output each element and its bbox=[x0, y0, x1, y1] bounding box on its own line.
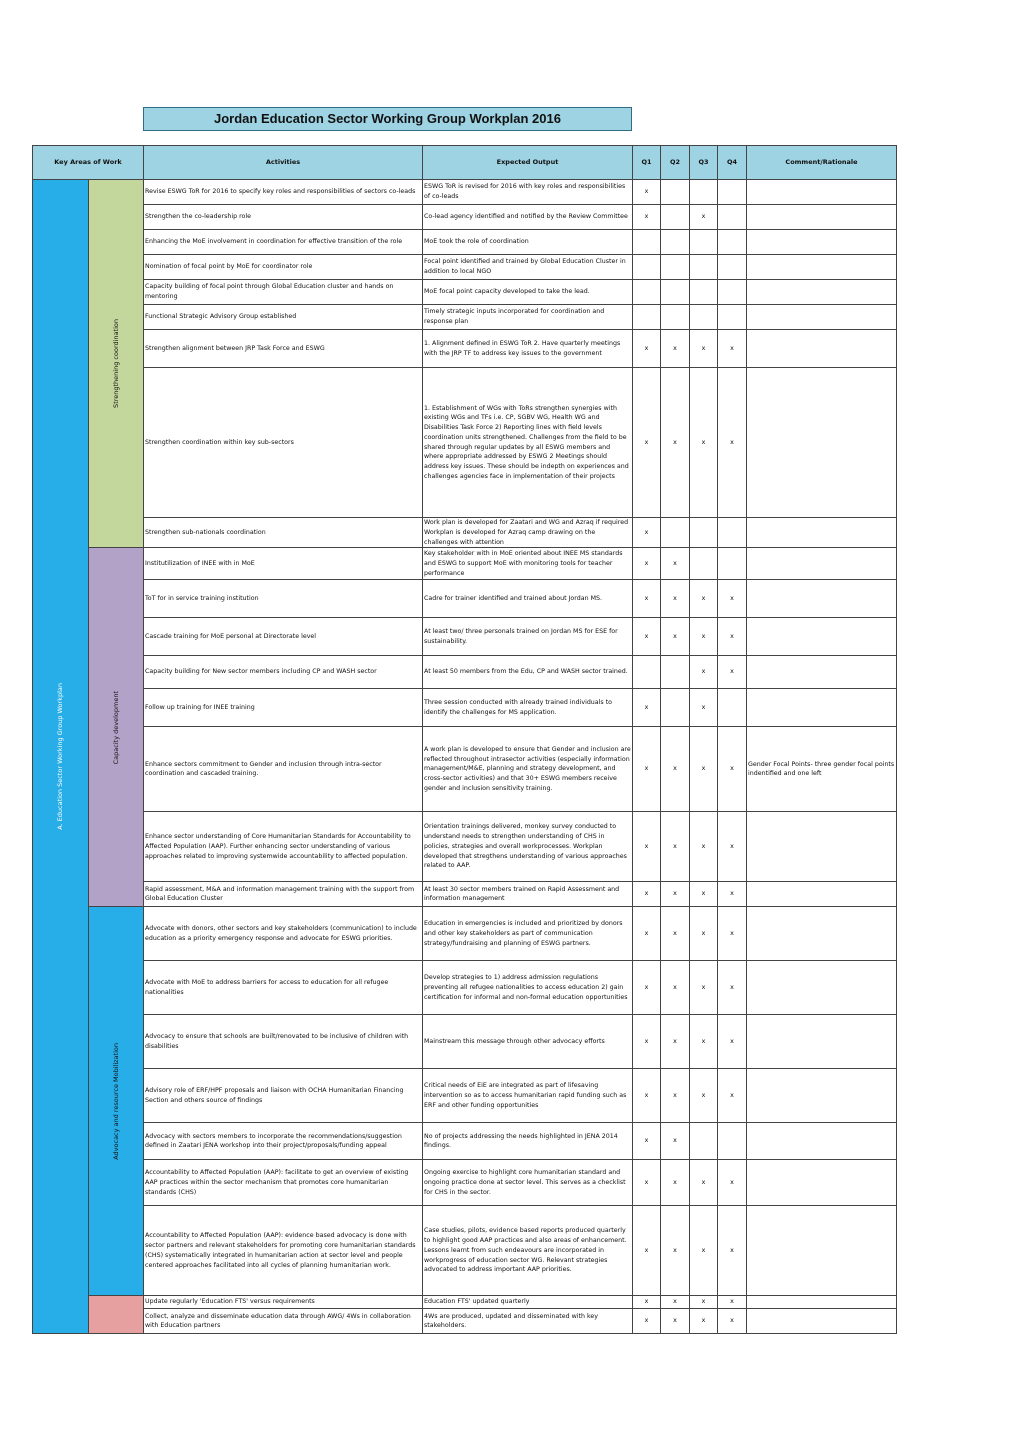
q3-cell bbox=[690, 548, 718, 580]
header-activities: Activities bbox=[144, 146, 423, 180]
q2-cell: x bbox=[661, 1123, 690, 1160]
activity-cell: Follow up training for INEE training bbox=[144, 689, 423, 727]
q1-cell: x bbox=[633, 618, 661, 656]
table-row bbox=[33, 580, 897, 618]
table-row bbox=[33, 727, 897, 812]
q2-cell: x bbox=[661, 580, 690, 618]
section-cell bbox=[89, 907, 144, 1296]
q4-cell: x bbox=[718, 1206, 747, 1296]
table-row bbox=[33, 1015, 897, 1069]
workplan-title: Jordan Education Sector Working Group Workplan 2016 bbox=[143, 107, 632, 131]
q2-cell: x bbox=[661, 548, 690, 580]
expected-output-cell: At least two/ three personals trained on Jordan MS for ESE for sustainability. bbox=[423, 618, 633, 656]
expected-output-cell: Orientation trainings delivered, monkey survey conducted to understand needs to strengthen understanding of CHS in policies, strategies and overall workprocesses. Workplan developed that stregthens understanding of various approaches related to AAP. bbox=[423, 812, 633, 882]
comment-cell bbox=[747, 1160, 897, 1206]
q2-cell: x bbox=[661, 1160, 690, 1206]
q4-cell bbox=[718, 518, 747, 548]
expected-output-cell: 1. Alignment defined in ESWG ToR 2. Have quarterly meetings with the JRP TF to address key issues to the government bbox=[423, 330, 633, 368]
q2-cell: x bbox=[661, 1309, 690, 1334]
q3-cell bbox=[690, 230, 718, 255]
expected-output-cell: No of projects addressing the needs highlighted in JENA 2014 findings. bbox=[423, 1123, 633, 1160]
expected-output-cell: A work plan is developed to ensure that Gender and inclusion are reflected throughout intrasector activities (especially information management/M&E, planning and strategy development, and cross-sector activities) and that 30+ ESWG members receive gender and inclusion sensitivity training. bbox=[423, 727, 633, 812]
activity-cell: Capacity building for New sector members including CP and WASH sector bbox=[144, 656, 423, 689]
comment-cell bbox=[747, 548, 897, 580]
q3-cell: x bbox=[690, 580, 718, 618]
q4-cell bbox=[718, 230, 747, 255]
expected-output-cell: Three session conducted with already trained individuals to identify the challenges for MS application. bbox=[423, 689, 633, 727]
table-row bbox=[33, 255, 897, 280]
comment-cell bbox=[747, 689, 897, 727]
table-row bbox=[33, 689, 897, 727]
comment-cell bbox=[747, 1296, 897, 1309]
q2-cell: x bbox=[661, 727, 690, 812]
expected-output-cell: MoE took the role of coordination bbox=[423, 230, 633, 255]
expected-output-cell: Education in emergencies is included and prioritized by donors and other key stakeholders as part of communication strategy/fundraising and planning of ESWG partners. bbox=[423, 907, 633, 961]
expected-output-cell: At least 30 sector members trained on Rapid Assessment and information management bbox=[423, 882, 633, 907]
q2-cell: x bbox=[661, 882, 690, 907]
comment-cell bbox=[747, 961, 897, 1015]
q4-cell: x bbox=[718, 330, 747, 368]
header-expected-output: Expected Output bbox=[423, 146, 633, 180]
q4-cell: x bbox=[718, 368, 747, 518]
q2-cell: x bbox=[661, 330, 690, 368]
q2-cell: x bbox=[661, 812, 690, 882]
q1-cell: x bbox=[633, 580, 661, 618]
activity-cell: Advocate with donors, other sectors and key stakeholders (communication) to include education as a priority emergency response and advocate for ESWG priorities. bbox=[144, 907, 423, 961]
q1-cell: x bbox=[633, 1309, 661, 1334]
table-row bbox=[33, 1309, 897, 1334]
table-row bbox=[33, 1296, 897, 1309]
q3-cell: x bbox=[690, 1069, 718, 1123]
q1-cell: x bbox=[633, 368, 661, 518]
comment-cell bbox=[747, 1069, 897, 1123]
activity-cell: Advisory role of ERF/HPF proposals and liaison with OCHA Humanitarian Financing Section and others source of findings bbox=[144, 1069, 423, 1123]
activity-cell: Advocate with MoE to address barriers for access to education for all refugee nationalities bbox=[144, 961, 423, 1015]
section-cell bbox=[89, 548, 144, 907]
q4-cell: x bbox=[718, 1309, 747, 1334]
section-label: Advocacy and resource Mobilization bbox=[111, 1042, 120, 1160]
activity-cell: Accountability to Affected Population (AAP): facilitate to get an overview of existing AAP practices within the sector mechanism that promotes core humanitarian standards (CHS) bbox=[144, 1160, 423, 1206]
activity-cell: Revise ESWG ToR for 2016 to specify key roles and responsibilities of sectors co-leads bbox=[144, 180, 423, 205]
q1-cell: x bbox=[633, 907, 661, 961]
q3-cell bbox=[690, 255, 718, 280]
q4-cell: x bbox=[718, 580, 747, 618]
q3-cell: x bbox=[690, 656, 718, 689]
q1-cell: x bbox=[633, 882, 661, 907]
q1-cell: x bbox=[633, 1123, 661, 1160]
comment-cell bbox=[747, 330, 897, 368]
activity-cell: Strengthen alignment between JRP Task Force and ESWG bbox=[144, 330, 423, 368]
expected-output-cell: Critical needs of EiE are integrated as part of lifesaving intervention so as to access humanitarian rapid funding such as ERF and other funding opportunities bbox=[423, 1069, 633, 1123]
comment-cell bbox=[747, 180, 897, 205]
outer-area-label: A. Education Sector Working Group Workplan bbox=[56, 683, 65, 831]
comment-cell bbox=[747, 518, 897, 548]
q3-cell: x bbox=[690, 1309, 718, 1334]
activity-cell: Strengthen coordination within key sub-sectors bbox=[144, 368, 423, 518]
table-row bbox=[33, 548, 897, 580]
q1-cell: x bbox=[633, 961, 661, 1015]
q4-cell bbox=[718, 548, 747, 580]
q3-cell bbox=[690, 1123, 718, 1160]
comment-cell bbox=[747, 812, 897, 882]
q2-cell bbox=[661, 255, 690, 280]
q1-cell: x bbox=[633, 180, 661, 205]
header-q2: Q2 bbox=[661, 146, 690, 180]
q2-cell: x bbox=[661, 1069, 690, 1123]
q2-cell bbox=[661, 205, 690, 230]
q1-cell: x bbox=[633, 518, 661, 548]
comment-cell bbox=[747, 305, 897, 330]
q2-cell: x bbox=[661, 961, 690, 1015]
activity-cell: Enhance sector understanding of Core Humanitarian Standards for Accountability to Affected Population (AAP). Further enhancing sector understanding of various approaches related to improving systemwide accountability to affected population. bbox=[144, 812, 423, 882]
q2-cell: x bbox=[661, 1206, 690, 1296]
q1-cell: x bbox=[633, 1206, 661, 1296]
q4-cell: x bbox=[718, 961, 747, 1015]
comment-cell bbox=[747, 882, 897, 907]
q4-cell: x bbox=[718, 1160, 747, 1206]
expected-output-cell: At least 50 members from the Edu, CP and WASH sector trained. bbox=[423, 656, 633, 689]
workplan-table bbox=[32, 145, 897, 1334]
q3-cell: x bbox=[690, 1206, 718, 1296]
outer-area-bar bbox=[33, 180, 89, 1334]
q4-cell: x bbox=[718, 882, 747, 907]
q3-cell: x bbox=[690, 618, 718, 656]
header-row bbox=[33, 146, 897, 180]
q4-cell bbox=[718, 1123, 747, 1160]
activity-cell: Functional Strategic Advisory Group established bbox=[144, 305, 423, 330]
expected-output-cell: Focal point identified and trained by Global Education Cluster in addition to local NGO bbox=[423, 255, 633, 280]
table-row bbox=[33, 180, 897, 205]
q3-cell: x bbox=[690, 368, 718, 518]
q1-cell: x bbox=[633, 727, 661, 812]
q3-cell: x bbox=[690, 1160, 718, 1206]
expected-output-cell: Timely strategic inputs incorporated for coordination and response plan bbox=[423, 305, 633, 330]
expected-output-cell: Mainstream this message through other advocacy efforts bbox=[423, 1015, 633, 1069]
section-cell bbox=[89, 180, 144, 548]
activity-cell: Capacity building of focal point through Global Education cluster and hands on mentoring bbox=[144, 280, 423, 305]
activity-cell: Strengthen sub-nationals coordination bbox=[144, 518, 423, 548]
q4-cell: x bbox=[718, 656, 747, 689]
expected-output-cell: Cadre for trainer identified and trained about Jordan MS. bbox=[423, 580, 633, 618]
q1-cell: x bbox=[633, 330, 661, 368]
table-row bbox=[33, 205, 897, 230]
activity-cell: Advocacy to ensure that schools are built/renovated to be inclusive of children with disabilities bbox=[144, 1015, 423, 1069]
table-row bbox=[33, 230, 897, 255]
expected-output-cell: ESWG ToR is revised for 2016 with key roles and responsibilities of co-leads bbox=[423, 180, 633, 205]
header-comment: Comment/Rationale bbox=[747, 146, 897, 180]
comment-cell bbox=[747, 618, 897, 656]
header-q1: Q1 bbox=[633, 146, 661, 180]
q2-cell bbox=[661, 656, 690, 689]
q2-cell bbox=[661, 230, 690, 255]
q3-cell: x bbox=[690, 205, 718, 230]
q3-cell: x bbox=[690, 907, 718, 961]
comment-cell bbox=[747, 1015, 897, 1069]
activity-cell: Enhancing the MoE involvement in coordination for effective transition of the role bbox=[144, 230, 423, 255]
q4-cell bbox=[718, 205, 747, 230]
comment-cell bbox=[747, 656, 897, 689]
comment-cell bbox=[747, 255, 897, 280]
table-row bbox=[33, 1206, 897, 1296]
q4-cell bbox=[718, 689, 747, 727]
comment-cell bbox=[747, 1206, 897, 1296]
q3-cell: x bbox=[690, 961, 718, 1015]
q1-cell: x bbox=[633, 548, 661, 580]
table-row bbox=[33, 812, 897, 882]
expected-output-cell: Ongoing exercise to highlight core humanitarian standard and ongoing practice done at sector level. This serves as a checklist for CHS in the sector. bbox=[423, 1160, 633, 1206]
q4-cell bbox=[718, 305, 747, 330]
q2-cell: x bbox=[661, 618, 690, 656]
q3-cell bbox=[690, 305, 718, 330]
comment-cell bbox=[747, 280, 897, 305]
comment-cell bbox=[747, 368, 897, 518]
header-q4: Q4 bbox=[718, 146, 747, 180]
q4-cell: x bbox=[718, 812, 747, 882]
expected-output-cell: Develop strategies to 1) address admission regulations preventing all refugee nationalities to access education 2) gain certification for informal and non-formal education opportunities bbox=[423, 961, 633, 1015]
q2-cell: x bbox=[661, 1296, 690, 1309]
comment-cell: Gender Focal Points- three gender focal points indentified and one left bbox=[747, 727, 897, 812]
q3-cell: x bbox=[690, 330, 718, 368]
q1-cell: x bbox=[633, 1160, 661, 1206]
section-label: Strengthening coordination bbox=[111, 319, 120, 409]
expected-output-cell: 1. Establishment of WGs with ToRs strengthen synergies with existing WGs and TFs i.e. CP, SGBV WG, Health WG and Disabilities Task Force 2) Reporting lines with field levels coordination units strengthened. Challenges from the field to be shared through regular updates by all ESWG members and where appropriate addressed by ESWG 2 Meetings should address key issues. These should be indepth on experiences and challenges agencies face in implementation of their projects bbox=[423, 368, 633, 518]
comment-cell bbox=[747, 907, 897, 961]
expected-output-cell: Co-lead agency identified and notified by the Review Committee bbox=[423, 205, 633, 230]
q1-cell: x bbox=[633, 205, 661, 230]
q4-cell: x bbox=[718, 1015, 747, 1069]
table-row bbox=[33, 330, 897, 368]
expected-output-cell: MoE focal point capacity developed to take the lead. bbox=[423, 280, 633, 305]
comment-cell bbox=[747, 230, 897, 255]
q1-cell: x bbox=[633, 1296, 661, 1309]
q2-cell: x bbox=[661, 368, 690, 518]
table-row bbox=[33, 907, 897, 961]
activity-cell: Strengthen the co-leadership role bbox=[144, 205, 423, 230]
activity-cell: Collect, analyze and disseminate education data through AWG/ 4Ws in collaboration with Education partners bbox=[144, 1309, 423, 1334]
q3-cell bbox=[690, 180, 718, 205]
q2-cell: x bbox=[661, 1015, 690, 1069]
q3-cell: x bbox=[690, 727, 718, 812]
q1-cell bbox=[633, 280, 661, 305]
activity-cell: Cascade training for MoE personal at Directorate level bbox=[144, 618, 423, 656]
q1-cell: x bbox=[633, 812, 661, 882]
q3-cell: x bbox=[690, 812, 718, 882]
header-q3: Q3 bbox=[690, 146, 718, 180]
activity-cell: Accountability to Affected Population (AAP): evidence based advocacy is done with sector partners and relevant stakeholders for promoting core humanitarian standards (CHS) systematically integrated in humanitarian action at sector level and people centered approaches facilitated into all cycles of planning humanitarian work. bbox=[144, 1206, 423, 1296]
table-row bbox=[33, 1160, 897, 1206]
q1-cell: x bbox=[633, 1015, 661, 1069]
table-row bbox=[33, 656, 897, 689]
expected-output-cell: Case studies, pilots, evidence based reports produced quarterly to highlight good AAP practices and also areas of enhancement. Lessons learnt from such endeavours are incorporated in workprogress of education sector WG. Relevant strategies advocated to address important AAP priorities. bbox=[423, 1206, 633, 1296]
table-row bbox=[33, 961, 897, 1015]
q4-cell bbox=[718, 255, 747, 280]
q4-cell: x bbox=[718, 618, 747, 656]
table-row bbox=[33, 618, 897, 656]
q2-cell bbox=[661, 280, 690, 305]
comment-cell bbox=[747, 1123, 897, 1160]
section-cell bbox=[89, 1296, 144, 1334]
activity-cell: Institutilization of INEE with in MoE bbox=[144, 548, 423, 580]
q4-cell: x bbox=[718, 907, 747, 961]
q3-cell: x bbox=[690, 1015, 718, 1069]
q1-cell bbox=[633, 255, 661, 280]
table-row bbox=[33, 1123, 897, 1160]
comment-cell bbox=[747, 580, 897, 618]
header-key-areas: Key Areas of Work bbox=[33, 146, 144, 180]
q4-cell: x bbox=[718, 1069, 747, 1123]
q2-cell bbox=[661, 305, 690, 330]
q4-cell: x bbox=[718, 727, 747, 812]
activity-cell: ToT for in service training institution bbox=[144, 580, 423, 618]
expected-output-cell: Key stakeholder with in MoE oriented about INEE MS standards and ESWG to support MoE with monitoring tools for teacher performance bbox=[423, 548, 633, 580]
table-row bbox=[33, 368, 897, 518]
q3-cell: x bbox=[690, 882, 718, 907]
q3-cell: x bbox=[690, 689, 718, 727]
table-row bbox=[33, 305, 897, 330]
q4-cell bbox=[718, 180, 747, 205]
table-row bbox=[33, 518, 897, 548]
q2-cell: x bbox=[661, 907, 690, 961]
expected-output-cell: Work plan is developed for Zaatari and WG and Azraq if required Workplan is developed for Azraq camp drawing on the challenges with attention bbox=[423, 518, 633, 548]
q2-cell bbox=[661, 689, 690, 727]
q4-cell: x bbox=[718, 1296, 747, 1309]
q3-cell bbox=[690, 518, 718, 548]
expected-output-cell: 4Ws are produced, updated and disseminated with key stakeholders. bbox=[423, 1309, 633, 1334]
activity-cell: Enhance sectors commitment to Gender and inclusion through intra-sector coordination and cascaded training. bbox=[144, 727, 423, 812]
q2-cell bbox=[661, 180, 690, 205]
table-row bbox=[33, 280, 897, 305]
activity-cell: Update regularly 'Education FTS' versus requirements bbox=[144, 1296, 423, 1309]
q3-cell bbox=[690, 280, 718, 305]
q1-cell: x bbox=[633, 1069, 661, 1123]
q1-cell bbox=[633, 305, 661, 330]
q1-cell bbox=[633, 656, 661, 689]
q1-cell bbox=[633, 230, 661, 255]
q4-cell bbox=[718, 280, 747, 305]
comment-cell bbox=[747, 205, 897, 230]
section-label: Capacity development bbox=[111, 690, 120, 764]
expected-output-cell: Education FTS' updated quarterly bbox=[423, 1296, 633, 1309]
table-row bbox=[33, 1069, 897, 1123]
q1-cell: x bbox=[633, 689, 661, 727]
activity-cell: Advocacy with sectors members to incorporate the recommendations/suggestion defined in Zaatari JENA workshop into their project/proposals/funding appeal bbox=[144, 1123, 423, 1160]
activity-cell: Rapid assessment, M&A and information management training with the support from Global Education Cluster bbox=[144, 882, 423, 907]
q3-cell: x bbox=[690, 1296, 718, 1309]
activity-cell: Nomination of focal point by MoE for coordinator role bbox=[144, 255, 423, 280]
q2-cell bbox=[661, 518, 690, 548]
comment-cell bbox=[747, 1309, 897, 1334]
table-row bbox=[33, 882, 897, 907]
